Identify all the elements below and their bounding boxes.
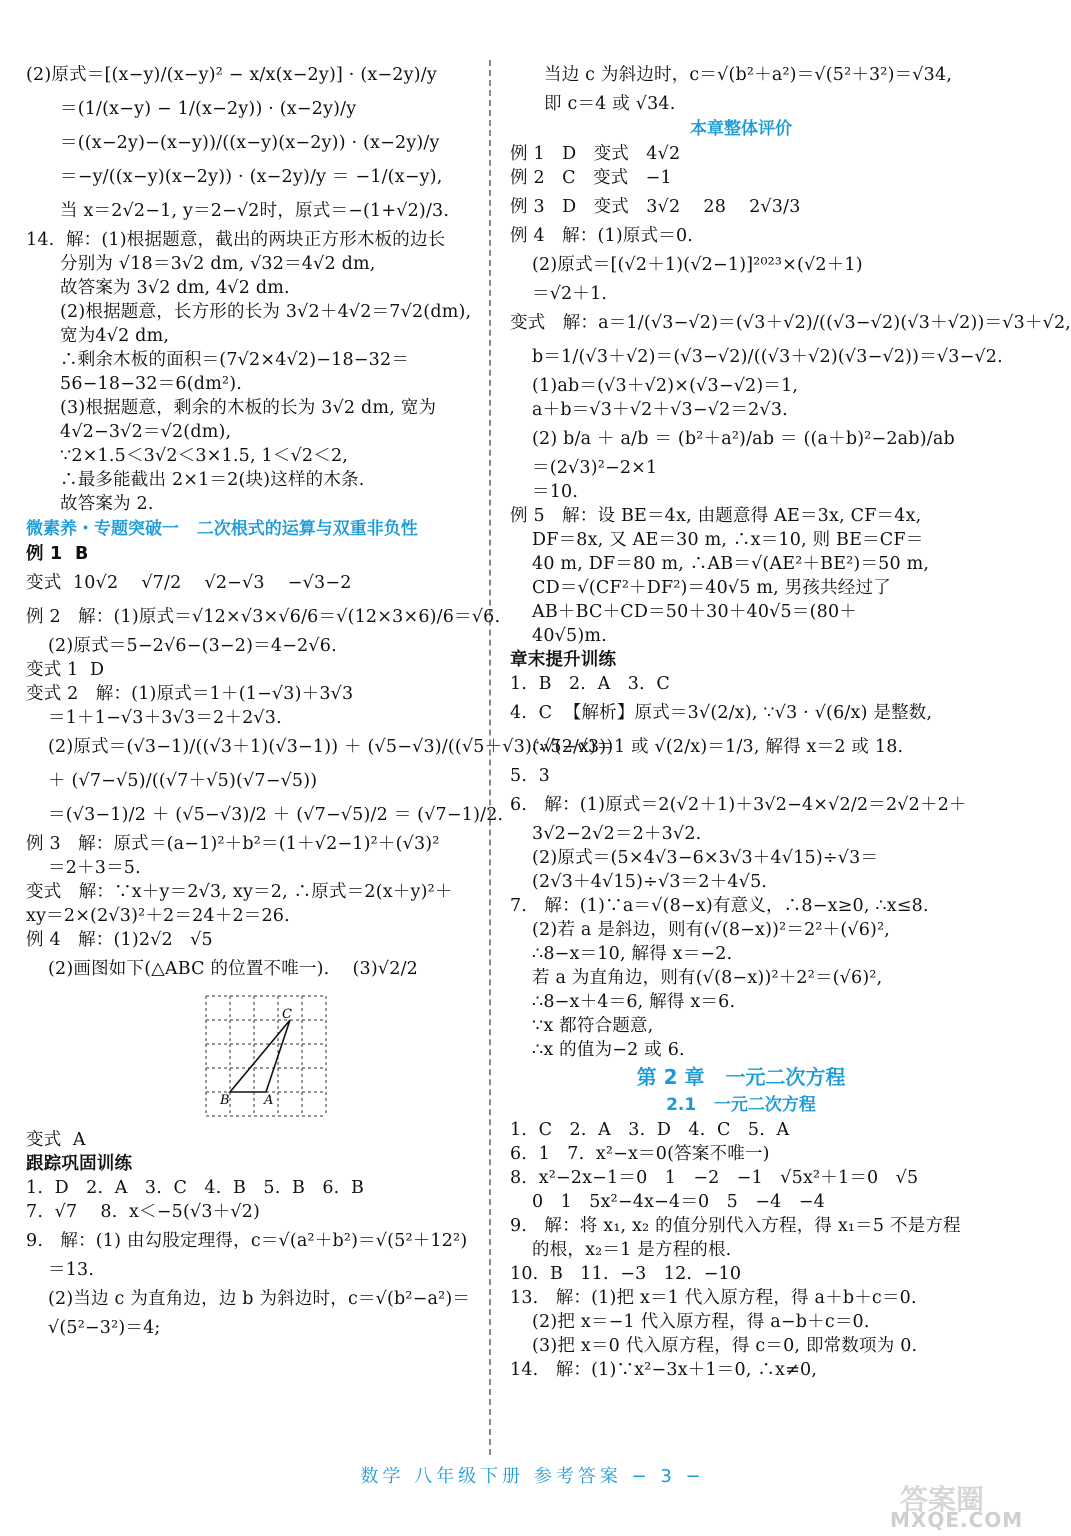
answer-line: 变式 2 解：(1)原式＝1＋(1−√3)＋3√3 xyxy=(26,684,354,704)
answer-line: ∵x 都符合题意, xyxy=(532,1016,654,1036)
vertex-label-b: B xyxy=(220,1093,230,1108)
answer-line: 4. C 【解析】原式＝3√(2/x), ∵√3 · √(6/x) 是整数, xyxy=(510,703,933,723)
answer-line: (2)原式＝(√3−1)/((√3＋1)(√3−1)) ＋ (√5−√3)/((√5＋√3)(√5−√3)) xyxy=(48,737,614,757)
right-column xyxy=(510,58,1071,1382)
answer-line: 40 m, DF＝80 m, ∴AB＝√(AE²＋BE²)＝50 m, xyxy=(532,554,930,574)
answer-line: 例 4 解：(1)2√2 √5 xyxy=(26,930,213,950)
answer-line: 例 2 C 变式 −1 xyxy=(510,168,672,188)
answer-line: 9. 解：将 x₁, x₂ 的值分别代入方程，得 x₁＝5 不是方程 xyxy=(510,1216,961,1236)
answer-line: (2)原式＝5−2√6−(3−2)＝4−2√6. xyxy=(48,636,337,656)
answer-line: b＝1/(√3＋√2)＝(√3−√2)/((√3＋√2)(√3−√2))＝√3−√2. xyxy=(532,347,1003,367)
vertex-label-a: A xyxy=(264,1093,274,1108)
answer-line: ＋ (√7−√5)/((√7＋√5)(√7−√5)) xyxy=(48,771,318,791)
answer-line: ∴x 的值为−2 或 6. xyxy=(532,1040,685,1060)
answer-line: ∴剩余木板的面积＝(7√2×4√2)−18−32＝ xyxy=(60,350,410,370)
watermark xyxy=(890,1478,1050,1533)
right-lines-a xyxy=(510,58,972,116)
answer-line: AB＋BC＋CD＝50＋30＋40√5＝(80＋ xyxy=(532,602,857,622)
right-lines-c xyxy=(510,672,972,1062)
answer-line: 当边 c 为斜边时，c＝√(b²＋a²)＝√(5²＋3²)＝√34, xyxy=(544,65,953,85)
answer-line: ＝−y/((x−y)(x−2y)) · (x−2y)/y ＝ −1/(x−y), xyxy=(60,167,443,187)
answer-line: ＝((x−2y)−(x−y))/((x−y)(x−2y)) · (x−2y)/y xyxy=(60,133,440,153)
section-title-quadratic: 2.1 一元二次方程 xyxy=(666,1095,816,1115)
answer-line: ∴最多能截出 2×1＝2(块)这样的木条. xyxy=(60,470,365,490)
answer-line: 变式 1 D xyxy=(26,660,105,680)
right-lines-b xyxy=(510,142,1071,648)
right-lines-d xyxy=(510,1118,972,1382)
answer-line: 9. 解：(1) 由勾股定理得，c＝√(a²＋b²)＝√(5²＋12²) xyxy=(26,1231,468,1251)
answer-line: ＝13. xyxy=(48,1260,95,1280)
answer-line: (2)当边 c 为直角边，边 b 为斜边时，c＝√(b²−a²)＝ xyxy=(48,1289,471,1309)
answer-line: (2)原式＝[(x−y)/(x−y)² − x/x(x−2y)] · (x−2y)/y xyxy=(26,65,437,85)
watermark-text: MXQE.COM xyxy=(890,1508,1024,1532)
answer-line: ∴8−x＝10, 解得 x＝−2. xyxy=(532,944,733,964)
vertex-label-c: C xyxy=(282,1007,292,1022)
section-title-chapter-practice: 章末提升训练 xyxy=(510,650,617,670)
answer-line: ∵2×1.5＜3√2＜3×1.5, 1＜√2＜2, xyxy=(60,446,349,466)
answer-line: ＝(√3−1)/2 ＋ (√5−√3)/2 ＋ (√7−√5)/2 ＝ (√7−1)/2. xyxy=(48,805,504,825)
left-lines-d xyxy=(26,1176,474,1340)
answer-line: xy＝2×(2√3)²＋2＝24＋2＝26. xyxy=(26,906,290,926)
answer-line: 56−18−32＝6(dm²). xyxy=(60,374,242,394)
answer-line: 即 c＝4 或 √34. xyxy=(544,94,676,114)
answer-line: 6. 1 7. x²−x＝0(答案不唯一) xyxy=(510,1144,770,1164)
answer-line: 7. 解：(1)∵a＝√(8−x)有意义，∴8−x≥0, ∴x≤8. xyxy=(510,896,929,916)
answer-line: 例 3 D 变式 3√2 28 2√3/3 xyxy=(510,197,801,217)
triangle-grid-figure xyxy=(204,994,328,1118)
answer-line: 0 1 5x²−4x−4＝0 5 −4 −4 xyxy=(532,1192,825,1212)
answer-line: 40√5)m. xyxy=(532,626,607,646)
answer-line: 例 2 解：(1)原式＝√12×√3×√6/6＝√(12×3×6)/6＝√6. xyxy=(26,607,501,627)
answer-line: 变式 解：∵x＋y＝2√3, xy＝2, ∴原式＝2(x＋y)²＋ xyxy=(26,882,453,902)
answer-line: 1. C 2. A 3. D 4. C 5. A xyxy=(510,1120,790,1140)
answer-line: (2)画图如下(△ABC 的位置不唯一). (3)√2/2 xyxy=(48,959,418,979)
answer-line: 8. x²−2x−1＝0 1 −2 −1 √5x²＋1＝0 √5 xyxy=(510,1168,919,1188)
answer-line: 的根，x₂＝1 是方程的根. xyxy=(532,1240,732,1260)
answer-line: 例 5 解：设 BE＝4x, 由题意得 AE＝3x, CF＝4x, xyxy=(510,506,922,526)
answer-line: (3)根据题意，剩余的木板的长为 3√2 dm, 宽为 xyxy=(60,398,437,418)
answer-line: (2) b/a ＋ a/b ＝ (b²＋a²)/ab ＝ ((a＋b)²−2ab)/ab xyxy=(532,429,955,449)
section-title-tracking-practice: 跟踪巩固训练 xyxy=(26,1154,133,1174)
answer-line: 宽为4√2 dm, xyxy=(60,326,170,346)
answer-line: 例 4 解：(1)原式＝0. xyxy=(510,226,694,246)
answer-line: a＋b＝√3＋√2＋√3−√2＝2√3. xyxy=(532,400,788,420)
answer-line: 10. B 11. −3 12. −10 xyxy=(510,1264,742,1284)
answer-line: ＝1＋1−√3＋3√3＝2＋2√3. xyxy=(48,708,282,728)
answer-line: 例 1 D 变式 4√2 xyxy=(510,144,681,164)
answer-line: ∴√(2/x)＝1 或 √(2/x)＝1/3, 解得 x＝2 或 18. xyxy=(532,737,904,757)
answer-line: 7. √7 8. x＜−5(√3＋√2) xyxy=(26,1202,261,1222)
chapter-title: 第 2 章 一元二次方程 xyxy=(636,1065,846,1089)
answer-line: ＝(1/(x−y) − 1/(x−2y)) · (x−2y)/y xyxy=(60,99,357,119)
answer-line: 例 1 B xyxy=(26,544,89,564)
answer-line: (2)把 x＝−1 代入原方程，得 a−b＋c＝0. xyxy=(532,1312,870,1332)
answer-line: DF＝8x, 又 AE＝30 m, ∴x＝10, 则 BE＝CF＝ xyxy=(532,530,924,550)
answer-line: ＝(2√3)²−2×1 xyxy=(532,458,658,478)
answer-line: (1)ab＝(√3＋√2)×(√3−√2)＝1, xyxy=(532,376,799,396)
answer-line: 故答案为 2. xyxy=(60,494,154,514)
triangle-abc xyxy=(230,1020,290,1092)
answer-line: (2)根据题意，长方形的长为 3√2＋4√2＝7√2(dm), xyxy=(60,302,472,322)
answer-line: 1. D 2. A 3. C 4. B 5. B 6. B xyxy=(26,1178,365,1198)
answer-line: 13. 解：(1)把 x＝1 代入原方程，得 a＋b＋c＝0. xyxy=(510,1288,917,1308)
answer-line: 4√2−3√2＝√2(dm), xyxy=(60,422,232,442)
answer-line: 变式 解：a＝1/(√3−√2)＝(√3＋√2)/((√3−√2)(√3＋√2))＝√3＋√2, xyxy=(510,313,1071,333)
answer-line: 故答案为 3√2 dm, 4√2 dm. xyxy=(60,278,290,298)
answer-line: ＝2＋3＝5. xyxy=(48,858,141,878)
answer-line: ＝10. xyxy=(532,482,579,502)
page-footer: 数学 八年级下册 参考答案 − 3 − xyxy=(360,1466,705,1487)
left-lines-c xyxy=(26,1128,474,1152)
answer-line: (3)把 x＝0 代入原方程，得 c＝0, 即常数项为 0. xyxy=(532,1336,918,1356)
answer-line: (2√3＋4√15)÷√3＝2＋4√5. xyxy=(532,872,768,892)
answer-line: 6. 解：(1)原式＝2(√2＋1)＋3√2−4×√2/2＝2√2＋2＋ xyxy=(510,795,967,815)
answer-line: 当 x＝2√2−1, y＝2−√2时，原式＝−(1+√2)/3. xyxy=(60,201,450,221)
answer-line: 变式 A xyxy=(26,1130,86,1150)
answer-line: (2)原式＝[(√2＋1)(√2−1)]²⁰²³×(√2＋1) xyxy=(532,255,863,275)
answer-line: 3√2−2√2＝2＋3√2. xyxy=(532,824,702,844)
watermark-logo: 答案圈 xyxy=(900,1483,985,1516)
left-lines-a xyxy=(26,58,474,516)
section-title-micro-literacy: 微素养・专题突破一 二次根式的运算与双重非负性 xyxy=(26,519,418,539)
answer-line: √(5²−3²)＝4; xyxy=(48,1318,161,1338)
answer-line: ＝√2＋1. xyxy=(532,284,608,304)
answer-line: 5. 3 xyxy=(510,766,550,786)
answer-line: 14. 解：(1)根据题意，截出的两块正方形木板的边长 xyxy=(26,230,446,250)
answer-line: ∴8−x＋4＝6, 解得 x＝6. xyxy=(532,992,736,1012)
answer-line: CD＝√(CF²＋DF²)＝40√5 m, 男孩共经过了 xyxy=(532,578,891,598)
answer-line: 1. B 2. A 3. C xyxy=(510,674,670,694)
answer-line: 若 a 为直角边，则有(√(8−x))²＋2²＝(√6)², xyxy=(532,968,883,988)
answer-line: (2)原式＝(5×4√3−6×3√3＋4√15)÷√3＝ xyxy=(532,848,879,868)
answer-line: 14. 解：(1)∵x²−3x＋1＝0, ∴x≠0, xyxy=(510,1360,818,1380)
answer-line: 变式 10√2 √7/2 √2−√3 −√3−2 xyxy=(26,573,352,593)
section-title-chapter-review: 本章整体评价 xyxy=(690,119,792,139)
answer-line: (2)若 a 是斜边，则有(√(8−x))²＝2²＋(√6)², xyxy=(532,920,891,940)
answer-line: 分别为 √18＝3√2 dm, √32＝4√2 dm, xyxy=(60,254,376,274)
answer-line: 例 3 解：原式＝(a−1)²＋b²＝(1＋√2−1)²＋(√3)² xyxy=(26,834,440,854)
